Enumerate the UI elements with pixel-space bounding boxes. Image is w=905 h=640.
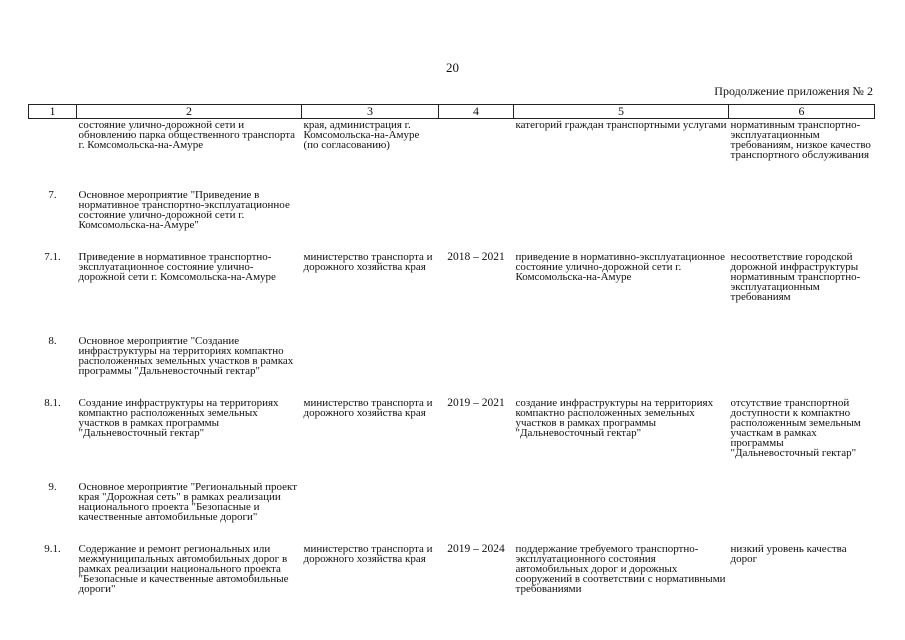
measure-name: Основное мероприятие "Создание инфраструктуры на территориях компактно расположенных земельных участков в рамках программы "Дальневосточный гектар" <box>78 335 294 377</box>
table-row <box>29 186 875 248</box>
measure-name: Основное мероприятие "Приведение в нормативное транспортно-эксплуатационное состояние улично-дорожной сети г. Комсомольска-на-Амуре" <box>78 189 290 231</box>
measure-result: категорий граждан транспортными услугами <box>515 119 727 131</box>
column-header-years: 4 <box>439 105 514 119</box>
measure-result: создание инфраструктуры на территориях компактно расположенных земельных участков в рамках программы "Дальневосточный гектар" <box>515 397 714 439</box>
row-number: 9. <box>48 481 57 493</box>
measure-risk <box>729 186 875 248</box>
measure-result: поддержание требуемого транспортно-эксплуатационного состояния автомобильных дорог и дорожных сооружений в соответствии с нормативными требованиями <box>515 543 726 595</box>
measure-years <box>439 332 514 394</box>
measure-executor <box>302 186 439 248</box>
table-row <box>29 478 875 540</box>
table-row <box>29 540 875 614</box>
appendix-continuation-label: Продолжение приложения № 2 <box>714 84 873 98</box>
table-row <box>29 394 875 478</box>
measure-risk <box>729 332 875 394</box>
measure-name: Основное мероприятие "Региональный проект края "Дорожная сеть" в рамках реализации национального проекта "Безопасные и качественные автомобильные дороги" <box>78 481 298 523</box>
table-row <box>29 119 875 187</box>
row-number: 8. <box>48 335 57 347</box>
measure-executor: министерство транспорта и дорожного хозяйства края <box>303 251 433 273</box>
measure-years <box>439 186 514 248</box>
measure-name: Создание инфраструктуры на территориях компактно расположенных земельных участков в рамках программы "Дальневосточный гектар" <box>78 397 279 439</box>
row-number: 7. <box>48 189 57 201</box>
measure-name: Содержание и ремонт региональных или межмуниципальных автомобильных дорог в рамках реализации национального проекта "Безопасные и качественные автомобильные дороги" <box>78 543 289 595</box>
row-number: 8.1. <box>44 397 61 409</box>
column-header-name: 2 <box>77 105 302 119</box>
measure-risk: низкий уровень качества дорог <box>730 543 847 565</box>
measure-years <box>439 119 514 187</box>
measure-name: состояние улично-дорожной сети и обновлению парка общественного транспорта г. Комсомольска-на-Амуре <box>78 119 296 151</box>
measure-result <box>514 478 729 540</box>
measure-result <box>514 186 729 248</box>
column-header-result: 5 <box>514 105 729 119</box>
row-number: 9.1. <box>44 543 61 555</box>
measure-result <box>514 332 729 394</box>
measure-name: Приведение в нормативное транспортно-эксплуатационное состояние улично-дорожной сети г. Комсомольска-на-Амуре <box>78 251 276 283</box>
measure-years: 2018 – 2021 <box>447 251 505 263</box>
measures-table <box>28 104 875 614</box>
page-number: 20 <box>446 60 459 75</box>
measure-executor: края, администрация г. Комсомольска-на-Амуре (по согласованию) <box>303 119 420 151</box>
measure-risk <box>729 478 875 540</box>
measure-risk: несоответствие городской дорожной инфраструктуры нормативным транспортно-эксплуатационным требованиям <box>730 251 861 303</box>
column-header-executor: 3 <box>302 105 439 119</box>
column-header-num: 1 <box>29 105 77 119</box>
measure-years: 2019 – 2021 <box>447 397 505 409</box>
measure-executor <box>302 478 439 540</box>
measure-result: приведение в нормативно-эксплуатационное состояние улично-дорожной сети г. Комсомольска-на-Амуре <box>515 251 725 283</box>
row-number: 7.1. <box>44 251 61 263</box>
row-number <box>29 119 77 187</box>
table-header-row <box>29 105 875 119</box>
table-row <box>29 332 875 394</box>
measure-executor: министерство транспорта и дорожного хозяйства края <box>303 397 433 419</box>
measure-years <box>439 478 514 540</box>
measure-executor <box>302 332 439 394</box>
column-header-risk: 6 <box>729 105 875 119</box>
measure-risk: отсутствие транспортной доступности к компактно расположенным земельным участкам в рамках программы "Дальневосточный гектар" <box>730 397 861 459</box>
measure-executor: министерство транспорта и дорожного хозяйства края <box>303 543 433 565</box>
table-row <box>29 248 875 332</box>
measure-risk: нормативным транспортно-эксплуатационным требованиям, низкое качество транспортного обслуживания <box>730 119 871 161</box>
measure-years: 2019 – 2024 <box>447 543 505 555</box>
